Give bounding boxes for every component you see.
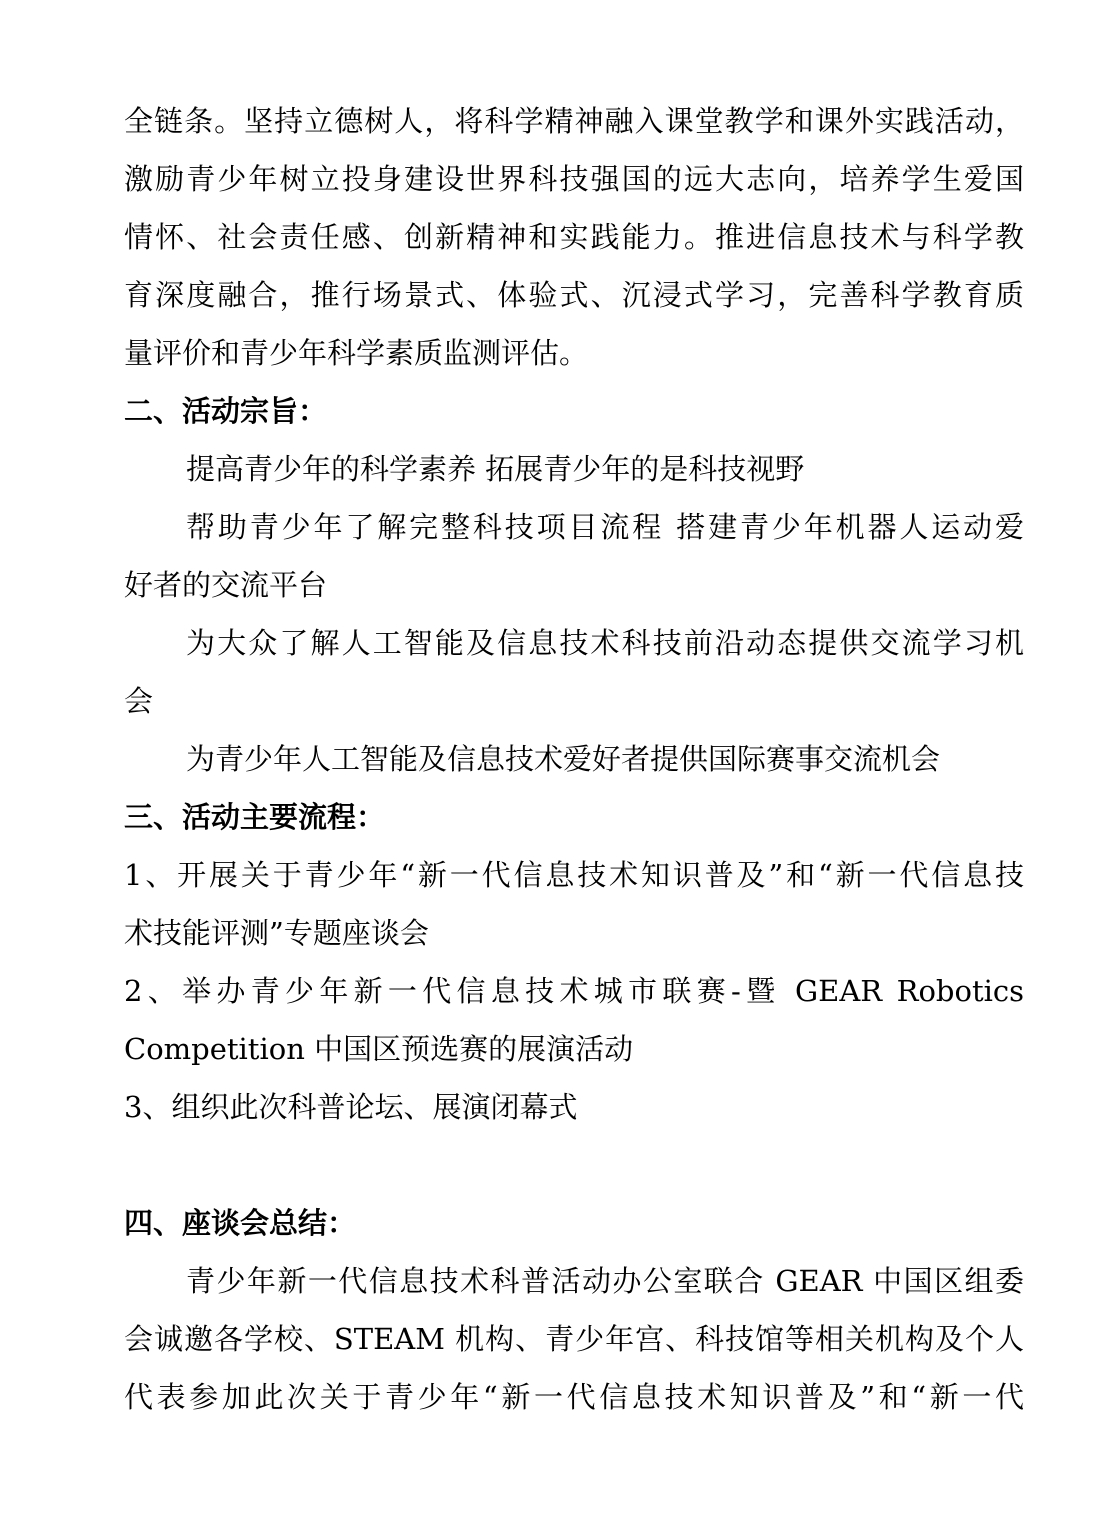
process-line: Competition 中国区预选赛的展演活动 xyxy=(124,1032,634,1066)
section-heading-purpose: 二、活动宗旨： xyxy=(124,394,328,428)
body-line: 激励青少年树立投身建设世界科技强国的远大志向，培养学生爱国 xyxy=(124,162,1024,196)
purpose-line: 会 xyxy=(124,684,154,718)
process-line: 术技能评测”专题座谈会 xyxy=(124,916,429,950)
blank-line xyxy=(124,1136,1024,1194)
section-heading-summary: 四、座谈会总结： xyxy=(124,1206,357,1240)
body-line: 育深度融合，推行场景式、体验式、沉浸式学习，完善科学教育质 xyxy=(124,278,1024,312)
body-line: 全链条。坚持立德树人，将科学精神融入课堂教学和课外实践活动， xyxy=(124,104,1024,138)
purpose-line: 为青少年人工智能及信息技术爱好者提供国际赛事交流机会 xyxy=(186,742,941,776)
process-line: 1、开展关于青少年“新一代信息技术知识普及”和“新一代信息技 xyxy=(124,858,1024,892)
purpose-line: 为大众了解人工智能及信息技术科技前沿动态提供交流学习机 xyxy=(186,626,1024,660)
body-line: 量评价和青少年科学素质监测评估。 xyxy=(124,336,589,370)
section-heading-process: 三、活动主要流程： xyxy=(124,800,386,834)
purpose-line: 帮助青少年了解完整科技项目流程 搭建青少年机器人运动爱 xyxy=(186,510,1024,544)
document-page xyxy=(124,92,1024,1426)
purpose-line: 好者的交流平台 xyxy=(124,568,328,602)
summary-line: 青少年新一代信息技术科普活动办公室联合 GEAR 中国区组委 xyxy=(186,1264,1024,1298)
summary-line: 代表参加此次关于青少年“新一代信息技术知识普及”和“新一代 xyxy=(124,1380,1024,1414)
body-line: 情怀、社会责任感、创新精神和实践能力。推进信息技术与科学教 xyxy=(124,220,1024,254)
process-line: 2、举办青少年新一代信息技术城市联赛-暨 GEAR Robotics xyxy=(124,974,1024,1008)
process-line: 3、组织此次科普论坛、展演闭幕式 xyxy=(124,1090,578,1124)
purpose-line: 提高青少年的科学素养 拓展青少年的是科技视野 xyxy=(186,452,805,486)
summary-line: 会诚邀各学校、STEAM 机构、青少年宫、科技馆等相关机构及个人 xyxy=(124,1322,1024,1356)
